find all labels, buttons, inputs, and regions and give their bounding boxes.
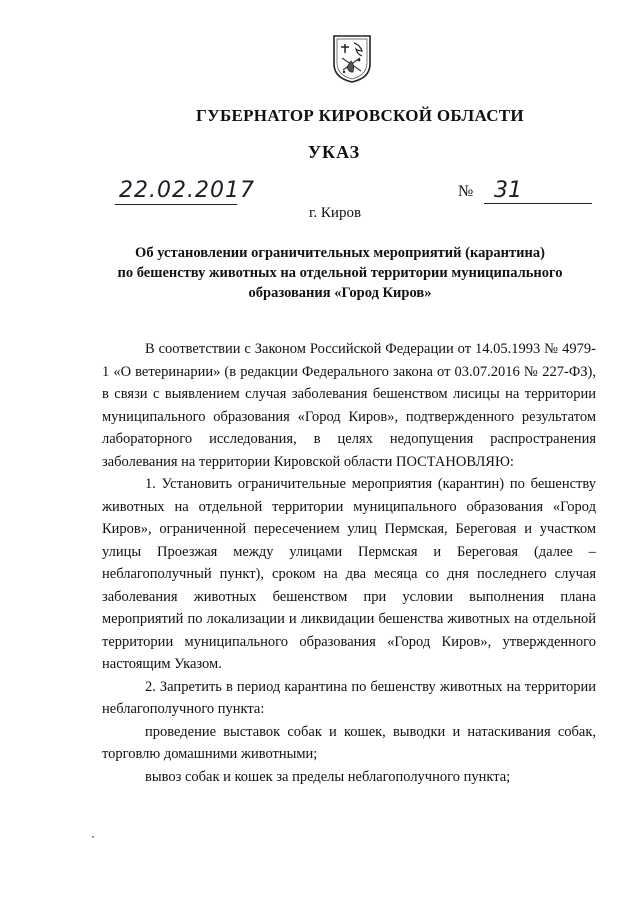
number-sign: № [458,183,474,200]
title-line-2: по бешенству животных на отдельной территории муниципального [117,265,563,281]
clause-1-paragraph: 1. Установить ограничительные мероприятия (карантин) по бешенству животных на отдельной территории муниципального образования «Город Киров», ограниченной пересечением улиц Пермская, Береговая и участком улицы Проезжая между улицами Пермская и Береговая (далее – неблагополучный пункт), сроком на два месяца со дня последнего случая заболевания животных бешенством при условии выполнения плана мероприятий по локализации и ликвидации бешенства животных на отдельной территории муниципального образования «Город Киров», утвержденного настоящим Указом. [102,476,596,672]
document-type-heading: УКАЗ [307,142,361,162]
scan-speck [92,836,94,838]
preamble-paragraph: В соответствии с Законом Российской Федерации от 14.05.1993 № 4979-1 «О ветеринарии» (в редакции Федерального закона от 03.07.2016 № 227-ФЗ), в связи с выявлением случая заболевания бешенством лисицы на территории муниципального образования «Город Киров», подтвержденного результатом лабораторного исследования, в целях недопущения распространения заболевания на территории Кировской области ПОСТАНОВЛЯЮ: [102,341,596,470]
coat-of-arms-icon [331,34,373,84]
clause-2-paragraph: 2. Запретить в период карантина по бешенству животных на территории неблагополучного пункта: [102,678,596,717]
issuer-heading: ГУБЕРНАТОР КИРОВСКОЙ ОБЛАСТИ [196,106,524,125]
handwritten-date: 22.02.2017 [115,178,237,205]
title-line-1: Об установлении ограничительных мероприятий (карантина) [135,245,545,261]
prohibition-item-1: проведение выставок собак и кошек, выводки и натаскивания собак, торговлю домашними животными; [102,723,596,762]
city-name: г. Киров [308,205,362,221]
title-line-3: образования «Город Киров» [248,285,432,301]
prohibition-item-2: вывоз собак и кошек за пределы неблагополучного пункта; [145,768,511,785]
document-body [102,338,596,788]
handwritten-document-number: 31 [484,178,592,204]
document-title [100,243,580,303]
kirov-coat-of-arms-emblem [331,34,373,84]
